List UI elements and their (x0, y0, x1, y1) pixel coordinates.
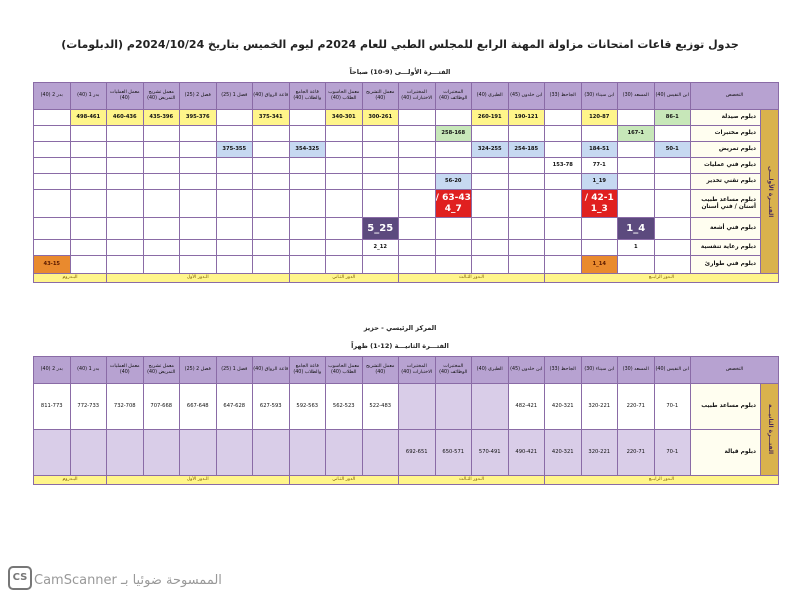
header-row (34, 83, 779, 110)
header-cell: معمل تشريح التمريض (40) (143, 83, 180, 110)
seat-range-cell: 190-121 (508, 110, 545, 126)
seat-range-cell (581, 126, 618, 142)
program-name: دبلوم رعاية تنفسية (691, 240, 761, 256)
seat-range-cell: 184-51 (581, 142, 618, 158)
seat-range-cell (508, 240, 545, 256)
floor-label: الـدور الثـالث (399, 476, 545, 485)
seat-range-cell (472, 126, 509, 142)
seat-range-cell (399, 126, 436, 142)
header-cell: الطبري (40) (472, 83, 509, 110)
seat-range-cell: 19_1 (581, 174, 618, 190)
seat-range-cell: 375-341 (253, 110, 290, 126)
floor-label: الـدور الرابــع (545, 274, 779, 283)
table-row (34, 256, 779, 274)
period-label: الفتـــرة الأولـــى (761, 110, 779, 274)
seat-range-cell (107, 256, 144, 274)
table-row (34, 240, 779, 256)
seat-range-cell (508, 190, 545, 218)
seat-range-cell (70, 142, 107, 158)
seat-range-cell: 70-1 (654, 384, 691, 430)
seat-range-cell (435, 256, 472, 274)
seat-range-cell (618, 256, 655, 274)
seat-range-cell (289, 218, 326, 240)
seat-range-cell: 324-255 (472, 142, 509, 158)
table-row (34, 126, 779, 142)
seat-range-cell (435, 110, 472, 126)
seat-range-cell (289, 240, 326, 256)
seat-range-cell (545, 126, 582, 142)
seat-range-cell (70, 430, 107, 476)
header-cell: قاعة الجامع والطلاب (40) (289, 357, 326, 384)
seat-range-cell: 4_1 (618, 218, 655, 240)
seat-range-cell (107, 190, 144, 218)
seat-range-cell (581, 218, 618, 240)
seat-range-cell: 732-708 (107, 384, 144, 430)
table-row (34, 142, 779, 158)
floor-label: الـدور الثـالث (399, 274, 545, 283)
program-name: دبلوم فني عمليات (691, 158, 761, 174)
seat-range-cell: 260-191 (472, 110, 509, 126)
seat-range-cell (216, 190, 253, 218)
seat-range-cell (70, 174, 107, 190)
seat-range-cell: 692-651 (399, 430, 436, 476)
program-name: دبلوم تمريض (691, 142, 761, 158)
period1-subtitle: الفتـــرة الأولـــى (9-10) صباحاً (349, 68, 451, 76)
seat-range-cell (326, 190, 363, 218)
seat-range-cell (253, 142, 290, 158)
seat-range-cell (654, 126, 691, 142)
seat-range-cell (399, 256, 436, 274)
seat-range-cell (545, 190, 582, 218)
seat-range-cell (34, 190, 71, 218)
seat-range-cell: 50-1 (654, 142, 691, 158)
seat-range-cell (654, 256, 691, 274)
seat-range-cell (253, 240, 290, 256)
seat-range-cell (34, 142, 71, 158)
seat-range-cell (70, 218, 107, 240)
seat-range-cell (618, 174, 655, 190)
seat-range-cell: 70-1 (654, 430, 691, 476)
seat-range-cell: 43-15 (34, 256, 71, 274)
seat-range-cell (253, 218, 290, 240)
seat-range-cell: 120-87 (581, 110, 618, 126)
header-cell: المسعد (30) (618, 83, 655, 110)
seat-range-cell: 1 (618, 240, 655, 256)
seat-range-cell (654, 174, 691, 190)
seat-range-cell: 300-261 (362, 110, 399, 126)
seat-range-cell (326, 218, 363, 240)
seat-range-cell (435, 218, 472, 240)
seat-range-cell (399, 218, 436, 240)
floor-label: الـدور الأول (107, 476, 290, 485)
seat-range-cell (545, 218, 582, 240)
seat-range-cell (143, 142, 180, 158)
seat-range-cell (107, 174, 144, 190)
seat-range-cell: 42-1 / 3_1 (581, 190, 618, 218)
seat-range-cell: 258-168 (435, 126, 472, 142)
seat-range-cell: 63-43 / 7_4 (435, 190, 472, 218)
header-cell: ابن سيناء (30) (581, 83, 618, 110)
seat-range-cell (70, 240, 107, 256)
camscanner-logo-icon: CS (8, 566, 32, 590)
floor-footer-row (34, 476, 779, 485)
seat-range-cell (399, 142, 436, 158)
seat-range-cell (435, 240, 472, 256)
header-cell: معمل العمليات (40) (107, 83, 144, 110)
seat-range-cell (34, 110, 71, 126)
seat-range-cell (253, 174, 290, 190)
seat-range-cell (289, 126, 326, 142)
seat-range-cell: 522-483 (362, 384, 399, 430)
seat-range-cell: 627-593 (253, 384, 290, 430)
seat-range-cell (618, 142, 655, 158)
seat-range-cell: 811-773 (34, 384, 71, 430)
floor-label: البـدروم (34, 274, 107, 283)
seat-range-cell (472, 256, 509, 274)
seat-range-cell (216, 110, 253, 126)
seat-range-cell (143, 174, 180, 190)
program-name: دبلوم فني أشعة (691, 218, 761, 240)
seat-range-cell (107, 218, 144, 240)
seat-range-cell (362, 430, 399, 476)
header-cell: المختبرات الاختبارات (40) (399, 83, 436, 110)
seat-range-cell (34, 174, 71, 190)
seat-range-cell: 395-376 (180, 110, 217, 126)
seat-range-cell (216, 174, 253, 190)
seat-range-cell (362, 158, 399, 174)
seat-range-cell (180, 174, 217, 190)
table-row (34, 158, 779, 174)
header-cell: الجاحظ (33) (545, 357, 582, 384)
table-row (34, 430, 779, 476)
seat-range-cell (107, 430, 144, 476)
table-row (34, 384, 779, 430)
header-row (34, 357, 779, 384)
seat-range-cell: 14_1 (581, 256, 618, 274)
program-name: دبلوم تقني تخدير (691, 174, 761, 190)
seat-range-cell (70, 190, 107, 218)
seat-range-cell: 490-421 (508, 430, 545, 476)
seat-range-cell (508, 256, 545, 274)
header-cell: قاعة الجامع والطلاب (40) (289, 83, 326, 110)
seat-range-cell (289, 110, 326, 126)
header-cell: قاعة الرواق (40) (253, 357, 290, 384)
seat-range-cell: 56-20 (435, 174, 472, 190)
seat-range-cell (326, 240, 363, 256)
seat-range-cell: 460-436 (107, 110, 144, 126)
header-cell: فصل 2 (25) (180, 357, 217, 384)
header-cell: ابن خلدون (45) (508, 357, 545, 384)
header-cell: المختبرات الوظائف (40) (435, 83, 472, 110)
seat-range-cell (216, 240, 253, 256)
seat-range-cell (399, 174, 436, 190)
seat-range-cell (618, 190, 655, 218)
seat-range-cell (107, 240, 144, 256)
seat-range-cell (180, 142, 217, 158)
seat-range-cell (326, 142, 363, 158)
seat-range-cell (618, 110, 655, 126)
seat-range-cell (654, 240, 691, 256)
header-cell: فصل 2 (25) (180, 83, 217, 110)
header-cell: ابن خلدون (45) (508, 83, 545, 110)
program-name: دبلوم مساعد طبيب (691, 384, 761, 430)
header-cell: ابن سيناء (30) (581, 357, 618, 384)
period2-table (33, 356, 779, 485)
floor-label: الـدور الرابــع (545, 476, 779, 485)
header-cell: قاعة الرواق (40) (253, 83, 290, 110)
period1-table (33, 82, 779, 283)
seat-range-cell (508, 174, 545, 190)
seat-range-cell (34, 218, 71, 240)
seat-range-cell: 220-71 (618, 430, 655, 476)
header-cell: الجاحظ (33) (545, 83, 582, 110)
seat-range-cell: 86-1 (654, 110, 691, 126)
seat-range-cell (216, 126, 253, 142)
seat-range-cell (253, 430, 290, 476)
period-label: الفتـــرة الثانيـــة (761, 384, 779, 476)
seat-range-cell (472, 240, 509, 256)
program-name: دبلوم قبالة (691, 430, 761, 476)
seat-range-cell (472, 190, 509, 218)
seat-range-cell: 482-421 (508, 384, 545, 430)
seat-range-cell (143, 190, 180, 218)
seat-range-cell (545, 142, 582, 158)
seat-range-cell (362, 174, 399, 190)
seat-range-cell (216, 158, 253, 174)
seat-range-cell (508, 158, 545, 174)
seat-range-cell (399, 384, 436, 430)
seat-range-cell (326, 174, 363, 190)
header-corner-cell: التخصص (691, 357, 779, 384)
seat-range-cell (70, 256, 107, 274)
seat-range-cell (472, 158, 509, 174)
seat-range-cell (180, 256, 217, 274)
seat-range-cell (472, 218, 509, 240)
seat-range-cell (107, 142, 144, 158)
seat-range-cell (399, 240, 436, 256)
seat-range-cell (654, 218, 691, 240)
seat-range-cell (143, 256, 180, 274)
seat-range-cell: 498-461 (70, 110, 107, 126)
seat-range-cell: 707-668 (143, 384, 180, 430)
seat-range-cell (545, 110, 582, 126)
floor-label: الـدور الأول (107, 274, 290, 283)
seat-range-cell (289, 256, 326, 274)
seat-range-cell (326, 158, 363, 174)
seat-range-cell: 340-301 (326, 110, 363, 126)
seat-range-cell: 320-221 (581, 430, 618, 476)
program-name: دبلوم مختبرات (691, 126, 761, 142)
seat-range-cell (618, 158, 655, 174)
table-row (34, 110, 779, 126)
seat-range-cell (289, 174, 326, 190)
seat-range-cell (435, 142, 472, 158)
seat-range-cell (253, 256, 290, 274)
seat-range-cell (180, 218, 217, 240)
seat-range-cell (654, 190, 691, 218)
seat-range-cell (143, 158, 180, 174)
header-cell: ابن النفيس (40) (654, 357, 691, 384)
seat-range-cell (399, 190, 436, 218)
seat-range-cell (143, 240, 180, 256)
seat-range-cell: 570-491 (472, 430, 509, 476)
seat-range-cell (253, 126, 290, 142)
center-label: المركز الرئيسي - حزيز (363, 324, 437, 332)
seat-range-cell (180, 158, 217, 174)
seat-range-cell (326, 430, 363, 476)
seat-range-cell: 254-185 (508, 142, 545, 158)
seat-range-cell (654, 158, 691, 174)
seat-range-cell (34, 430, 71, 476)
seat-range-cell: 320-221 (581, 384, 618, 430)
seat-range-cell: 77-1 (581, 158, 618, 174)
seat-range-cell (253, 158, 290, 174)
header-cell: المختبرات الوظائف (40) (435, 357, 472, 384)
seat-range-cell (399, 110, 436, 126)
header-cell: المسعد (30) (618, 357, 655, 384)
floor-label: البـدروم (34, 476, 107, 485)
header-cell: الطبري (40) (472, 357, 509, 384)
camscanner-watermark: الممسوحة ضوئيا بـ CamScanner (34, 573, 222, 588)
seat-range-cell (435, 158, 472, 174)
seat-range-cell: 354-325 (289, 142, 326, 158)
program-name: دبلوم صيدلة (691, 110, 761, 126)
seat-range-cell: 375-355 (216, 142, 253, 158)
seat-range-cell (180, 126, 217, 142)
header-cell: معمل العمليات (40) (107, 357, 144, 384)
seat-range-cell: 650-571 (435, 430, 472, 476)
seat-range-cell: 12_2 (362, 240, 399, 256)
seat-range-cell: 667-648 (180, 384, 217, 430)
seat-range-cell (545, 174, 582, 190)
table-row (34, 190, 779, 218)
page-title: جدول توزيع قاعات امتحانات مزاولة المهنة الرابع للمجلس الطبي للعام 2024م ليوم الخميس بتاريخ 2024/10/24م (الدبلومات) (61, 38, 739, 51)
seat-range-cell (180, 430, 217, 476)
seat-range-cell (107, 158, 144, 174)
seat-range-cell (216, 256, 253, 274)
seat-range-cell: 435-396 (143, 110, 180, 126)
seat-range-cell (216, 218, 253, 240)
seat-range-cell: 592-563 (289, 384, 326, 430)
seat-range-cell (34, 158, 71, 174)
header-cell: بدر 1 (40) (70, 83, 107, 110)
seat-range-cell: 167-1 (618, 126, 655, 142)
seat-range-cell (180, 240, 217, 256)
seat-range-cell (508, 126, 545, 142)
seat-range-cell (143, 126, 180, 142)
seat-range-cell (472, 384, 509, 430)
seat-range-cell (70, 158, 107, 174)
seat-range-cell (581, 240, 618, 256)
seat-range-cell: 420-321 (545, 384, 582, 430)
header-cell: بدر 2 (40) (34, 83, 71, 110)
seat-range-cell (70, 126, 107, 142)
seat-range-cell (143, 218, 180, 240)
seat-range-cell (508, 218, 545, 240)
seat-range-cell (545, 240, 582, 256)
seat-range-cell (545, 256, 582, 274)
seat-range-cell (34, 240, 71, 256)
seat-range-cell (289, 430, 326, 476)
header-cell: بدر 2 (40) (34, 357, 71, 384)
seat-range-cell (180, 190, 217, 218)
seat-range-cell: 25_5 (362, 218, 399, 240)
seat-range-cell: 772-733 (70, 384, 107, 430)
seat-range-cell (362, 126, 399, 142)
seat-range-cell (326, 256, 363, 274)
seat-range-cell (472, 174, 509, 190)
seat-range-cell: 153-78 (545, 158, 582, 174)
seat-range-cell (253, 190, 290, 218)
seat-range-cell (435, 384, 472, 430)
header-cell: فصل 1 (25) (216, 83, 253, 110)
program-name: دبلوم مساعد طبيب أسنان / فني أسنان (691, 190, 761, 218)
header-cell: معمل الحاسوب الطلاب (40) (326, 83, 363, 110)
floor-label: الدور الثـاني (289, 274, 399, 283)
header-cell: معمل تشريح التمريض (40) (143, 357, 180, 384)
header-cell: معمل التشريح (40) (362, 357, 399, 384)
seat-range-cell (399, 158, 436, 174)
header-cell: ابن النفيس (40) (654, 83, 691, 110)
header-corner-cell: التخصص (691, 83, 779, 110)
header-cell: معمل الحاسوب الطلاب (40) (326, 357, 363, 384)
period2-subtitle: الفتـــرة الثانيـــة (12-1) ظهراً (351, 342, 449, 350)
floor-label: الدور الثـاني (289, 476, 399, 485)
table-row (34, 174, 779, 190)
seat-range-cell: 220-71 (618, 384, 655, 430)
floor-footer-row (34, 274, 779, 283)
seat-range-cell: 562-523 (326, 384, 363, 430)
header-cell: بدر 1 (40) (70, 357, 107, 384)
header-cell: المختبرات الاختبارات (40) (399, 357, 436, 384)
seat-range-cell (289, 158, 326, 174)
seat-range-cell: 420-321 (545, 430, 582, 476)
seat-range-cell (362, 256, 399, 274)
seat-range-cell (362, 190, 399, 218)
table-row (34, 218, 779, 240)
seat-range-cell (143, 430, 180, 476)
seat-range-cell (362, 142, 399, 158)
header-cell: معمل التشريح (40) (362, 83, 399, 110)
program-name: دبلوم فني طوارئ (691, 256, 761, 274)
seat-range-cell (289, 190, 326, 218)
seat-range-cell: 647-628 (216, 384, 253, 430)
seat-range-cell (326, 126, 363, 142)
seat-range-cell (216, 430, 253, 476)
seat-range-cell (34, 126, 71, 142)
seat-range-cell (107, 126, 144, 142)
header-cell: فصل 1 (25) (216, 357, 253, 384)
